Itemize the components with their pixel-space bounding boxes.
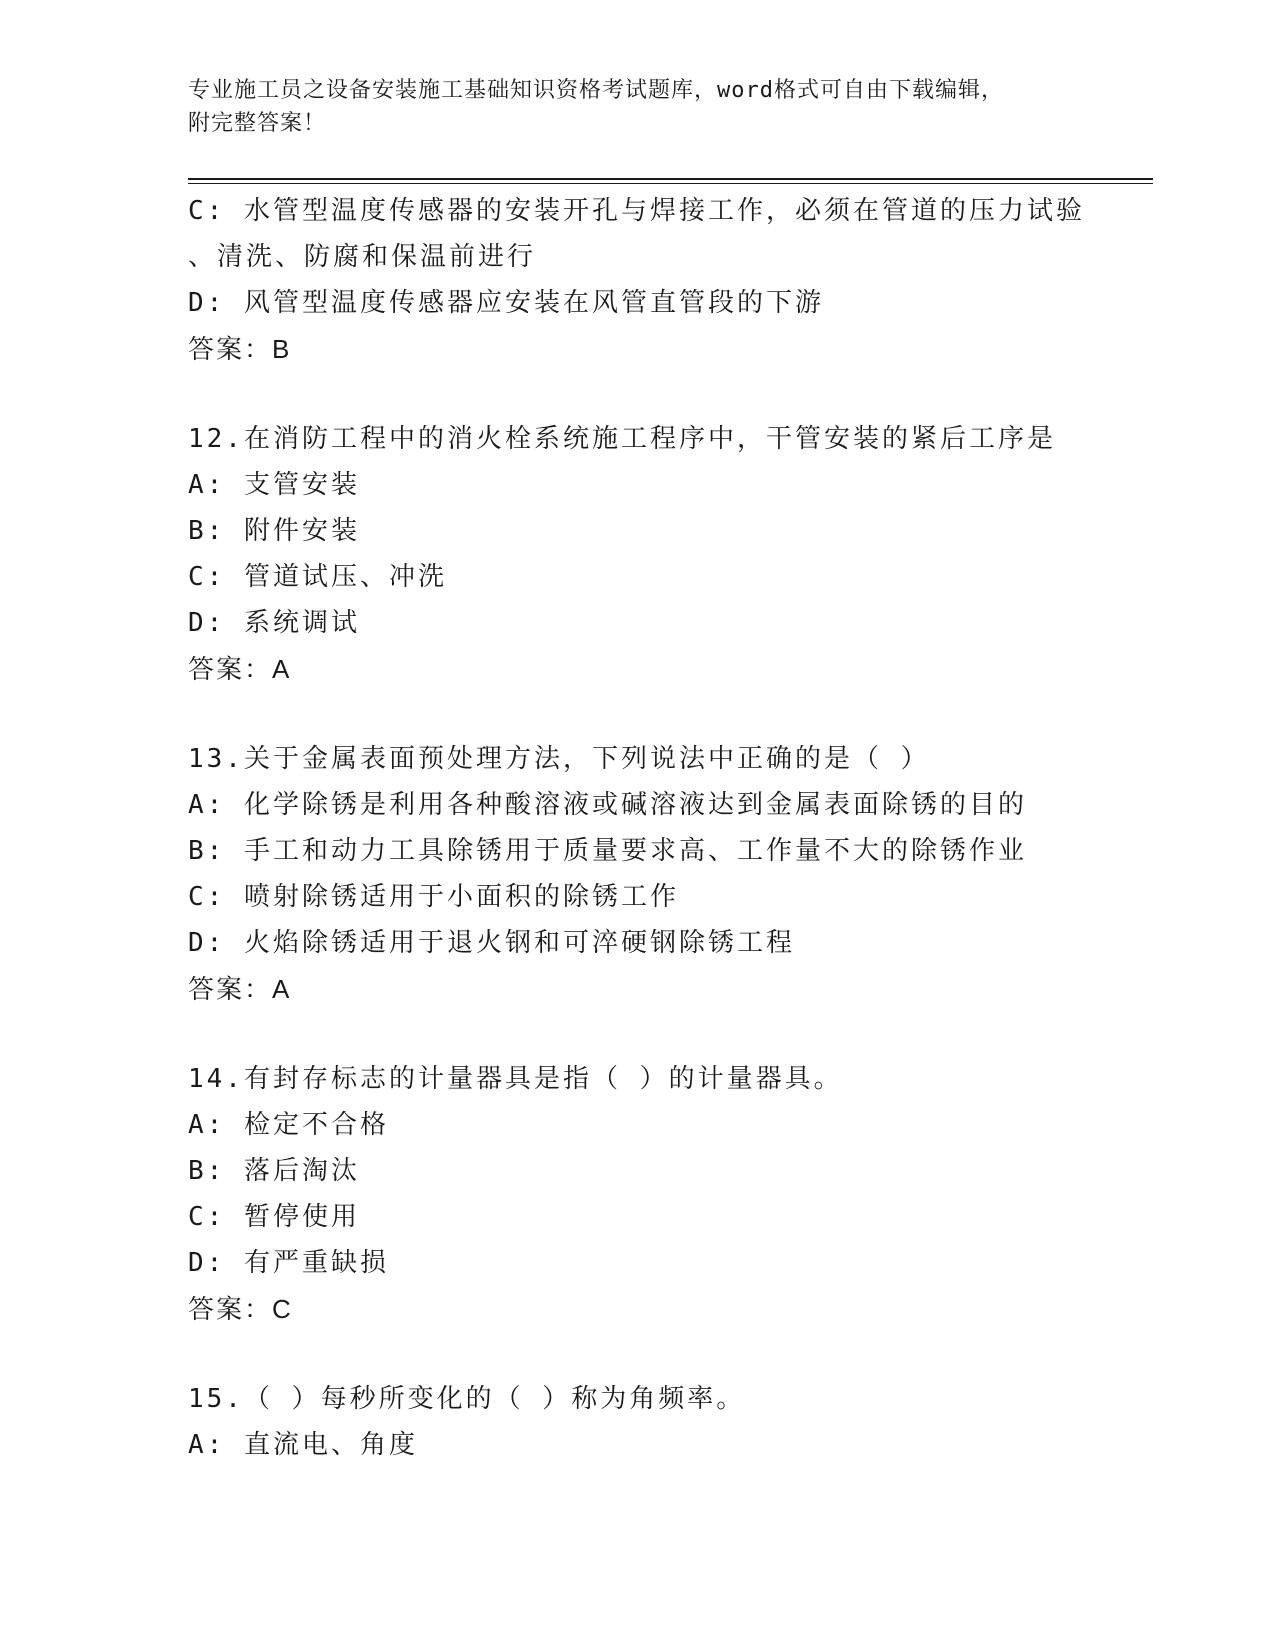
option-d: D: 系统调试 (188, 608, 360, 638)
option-a: A: 化学除锈是利用各种酸溶液或碱溶液达到金属表面除锈的目的 (188, 790, 1027, 820)
option-b: B: 手工和动力工具除锈用于质量要求高、工作量不大的除锈作业 (188, 836, 1027, 866)
answer: 答案：A (188, 654, 292, 684)
question-stem: 12.在消防工程中的消火栓系统施工程序中，干管安装的紧后工序是 (188, 424, 1056, 454)
option-d: D: 火焰除锈适用于退火钢和可淬硬钢除锈工程 (188, 928, 795, 958)
option-c: C: 管道试压、冲洗 (188, 562, 447, 592)
answer: 答案：B (188, 334, 292, 364)
option-c-line-2: 、清洗、防腐和保温前进行 (188, 242, 537, 272)
question-stem: 15.（ ）每秒所变化的（ ）称为角频率。 (188, 1384, 746, 1414)
answer: 答案：C (188, 1294, 293, 1324)
question-stem: 13.关于金属表面预处理方法，下列说法中正确的是（ ） (188, 744, 930, 774)
option-c-line-1: C: 水管型温度传感器的安装开孔与焊接工作，必须在管道的压力试验 (188, 196, 1085, 226)
option-d: D: 风管型温度传感器应安装在风管直管段的下游 (188, 288, 824, 318)
option-a: A: 直流电、角度 (188, 1430, 418, 1460)
spacer (188, 372, 1148, 416)
question-12 (188, 416, 1148, 692)
question-15 (188, 1376, 1148, 1468)
spacer (188, 1332, 1148, 1376)
spacer (188, 1012, 1148, 1056)
option-c: C: 暂停使用 (188, 1202, 360, 1232)
answer: 答案：A (188, 974, 292, 1004)
option-a: A: 检定不合格 (188, 1110, 389, 1140)
question-stem: 14.有封存标志的计量器具是指（ ）的计量器具。 (188, 1064, 843, 1094)
question-14 (188, 1056, 1148, 1332)
option-a: A: 支管安装 (188, 470, 360, 500)
question-13 (188, 736, 1148, 1012)
page-header (188, 74, 1088, 140)
option-c: C: 喷射除锈适用于小面积的除锈工作 (188, 882, 679, 912)
question-list (188, 188, 1148, 1468)
option-d: D: 有严重缺损 (188, 1248, 389, 1278)
option-b: B: 落后淘汰 (188, 1156, 360, 1186)
option-b: B: 附件安装 (188, 516, 360, 546)
header-divider (188, 178, 1153, 180)
header-line-2: 附完整答案！ (188, 111, 327, 136)
header-line-1: 专业施工员之设备安装施工基础知识资格考试题库，word格式可自由下载编辑， (188, 78, 1004, 103)
spacer (188, 692, 1148, 736)
question-11-continued (188, 188, 1148, 372)
